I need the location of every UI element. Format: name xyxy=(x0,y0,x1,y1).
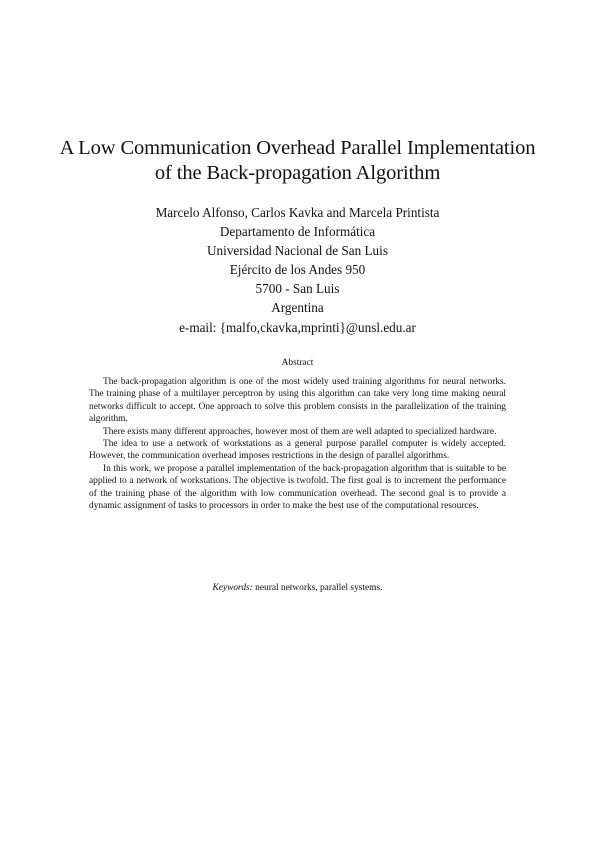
abstract-body xyxy=(89,376,506,512)
author-names: Marcelo Alfonso, Carlos Kavka and Marcela Printista xyxy=(155,205,440,220)
paper-title xyxy=(40,136,555,186)
keywords-label: Keywords: xyxy=(212,583,253,593)
title-line-2: of the Back-propagation Algorithm xyxy=(154,162,441,184)
abstract-paragraph: In this work, we propose a parallel implementation of the back-propagation algorithm that is suitable to be applied to a network of workstations. The objective is twofold. The first goal is to increment the performance of the training phase of the algorithm with low communication overhead. The second goal is to provide a dynamic assignment of tasks to processors in order to make the best use of the computational resources. xyxy=(89,463,506,512)
keywords-line xyxy=(0,582,595,594)
author-street: Ejército de los Andes 950 xyxy=(229,262,366,278)
abstract-paragraph: The idea to use a network of workstations as a general purpose parallel computer is widely accepted. However, the communication overhead imposes restrictions in the design of parallel algorithms. xyxy=(89,439,506,462)
abstract-paragraph: There exists many different approaches, however most of them are well adapted to specialized hardware. xyxy=(103,426,497,437)
author-block xyxy=(60,203,535,337)
author-university: Universidad Nacional de San Luis xyxy=(207,243,388,259)
author-email: e-mail: {malfo,ckavka,mprinti}@unsl.edu.ar xyxy=(179,319,416,335)
title-line-1: A Low Communication Overhead Parallel Implementation xyxy=(59,137,536,159)
author-country: Argentina xyxy=(271,300,324,316)
keywords-text: neural networks, parallel systems. xyxy=(252,583,383,593)
author-city: 5700 - San Luis xyxy=(255,281,340,297)
abstract-paragraph: The back-propagation algorithm is one of the most widely used training algorithms for neural networks. The training phase of a multilayer perceptron by using this algorithm can take very long time making neural networks difficult to accept. One approach to solve this problem consists in the parallelization of the training algorithm. xyxy=(89,377,506,425)
abstract-heading: Abstract xyxy=(281,358,314,368)
author-department: Departamento de Informática xyxy=(219,224,376,240)
